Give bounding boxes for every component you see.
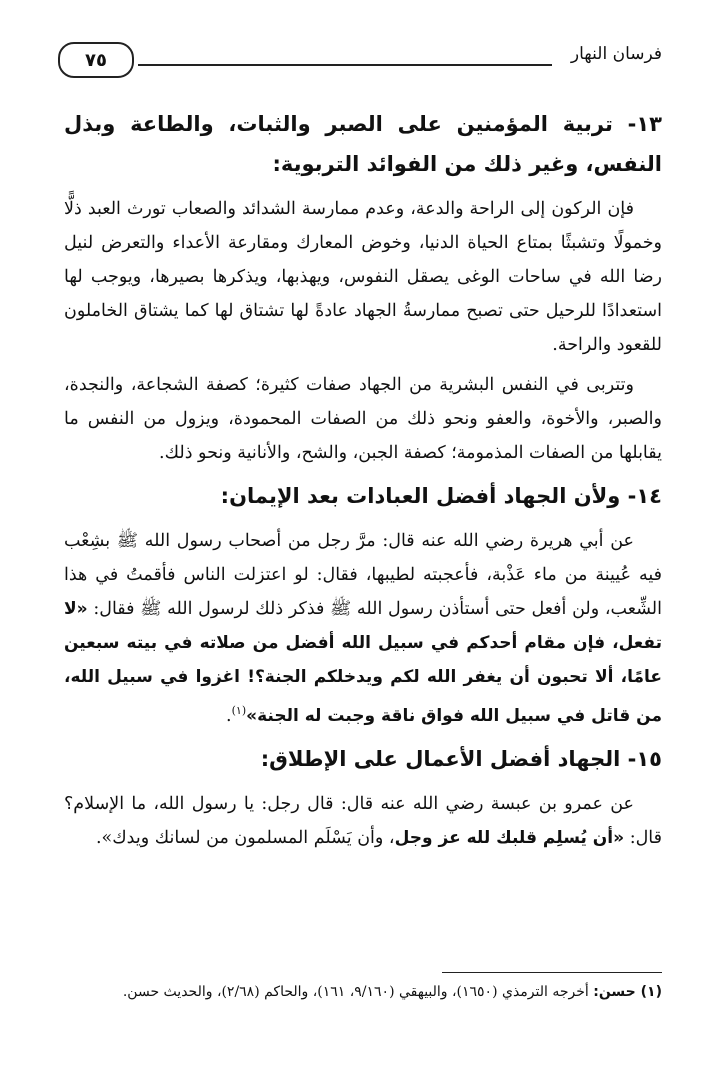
- hadith-narration-2: عن عمرو بن عبسة رضي الله عنه قال: قال رجل: يا رسول الله، ما الإسلام؟ قال:: [64, 793, 662, 848]
- hadith-quote: «لا تفعل، فإن مقام أحدكم في سبيل الله أفضل من صلاته في بيته سبعين عامًا، ألا تحبون أن يغفر الله لكم ويدخلكم الجنة؟! اغزوا في سبيل الله، من قاتل في سبيل الله فواق ناقة وجبت له الجنة»: [64, 599, 662, 726]
- hadith-quote-2: «أن يُسلِم قلبك لله عز وجل: [394, 827, 625, 848]
- section-13-paragraph-2: وتتربى في النفس البشرية من الجهاد صفات كثيرة؛ كصفة الشجاعة، والنجدة، والصبر، والأخوة، والعفو ونحو ذلك من الصفات المحمودة، ويزول من النفس ما يقابلها من الصفات المذمومة؛ كصفة الجبن، والشح، والأنانية ونحو ذلك.: [64, 375, 662, 463]
- footnote-rule: [442, 972, 662, 973]
- section-13-paragraph-1: فإن الركون إلى الراحة والدعة، وعدم ممارسة الشدائد والصعاب تورث العبد ذلًّا وخمولًا وتشبثًا بمتاع الحياة الدنيا، وخوض المعارك ومقارعة الأعداء والتعرض لنيل رضا الله في ساحات الوغى يصقل النفوس، ويهذبها، ويذكرها بصيرها، ويوجب لها استعدادًا للرحيل حتى تصبح ممارسةُ الجهاد عادةً لها تشتاق لها كما يشتاق الخاملون للقعود والراحة.: [64, 199, 662, 355]
- section-14-paragraph: [64, 524, 662, 733]
- hadith-quote-2-rest: ، وأن يَسْلَم المسلمون من لسانك ويدك».: [95, 827, 395, 848]
- header-rule: [138, 64, 552, 66]
- section-13-heading: ١٣- تربية المؤمنين على الصبر والثبات، والطاعة وبذل النفس، وغير ذلك من الفوائد التربوية:: [64, 112, 662, 176]
- footnote-text: أخرجه الترمذي (١٦٥٠)، والبيهقي (٩/١٦٠، ١٦١)، والحاكم (٢/٦٨)، والحديث حسن.: [122, 984, 594, 1000]
- section-15-paragraph: [64, 787, 662, 855]
- footnote: [64, 978, 662, 1006]
- running-header: [58, 38, 662, 82]
- page-body: [64, 104, 662, 859]
- book-title: فرسان النهار: [570, 44, 662, 64]
- footnote-label: (١) حسن:: [593, 984, 662, 1000]
- section-14-heading: ١٤- ولأن الجهاد أفضل العبادات بعد الإيمان:: [220, 484, 662, 508]
- hadith-narration: عن أبي هريرة رضي الله عنه قال: مرَّ رجل من أصحاب رسول الله ﷺ بشِعْب فيه عُيينة من ماء عَذْبة، فأعجبته لطيبها، فقال: لو اعتزلت الناس فأقمتُ في هذا الشِّعب، ولن أفعل حتى أستأذن رسول الله ﷺ فذكر ذلك لرسول الله ﷺ فقال:: [64, 531, 662, 619]
- page-number: ٧٥: [58, 42, 134, 78]
- footnote-marker[interactable]: (١): [231, 704, 247, 717]
- sentence-end: .: [226, 705, 232, 726]
- section-15-heading: ١٥- الجهاد أفضل الأعمال على الإطلاق:: [260, 746, 662, 771]
